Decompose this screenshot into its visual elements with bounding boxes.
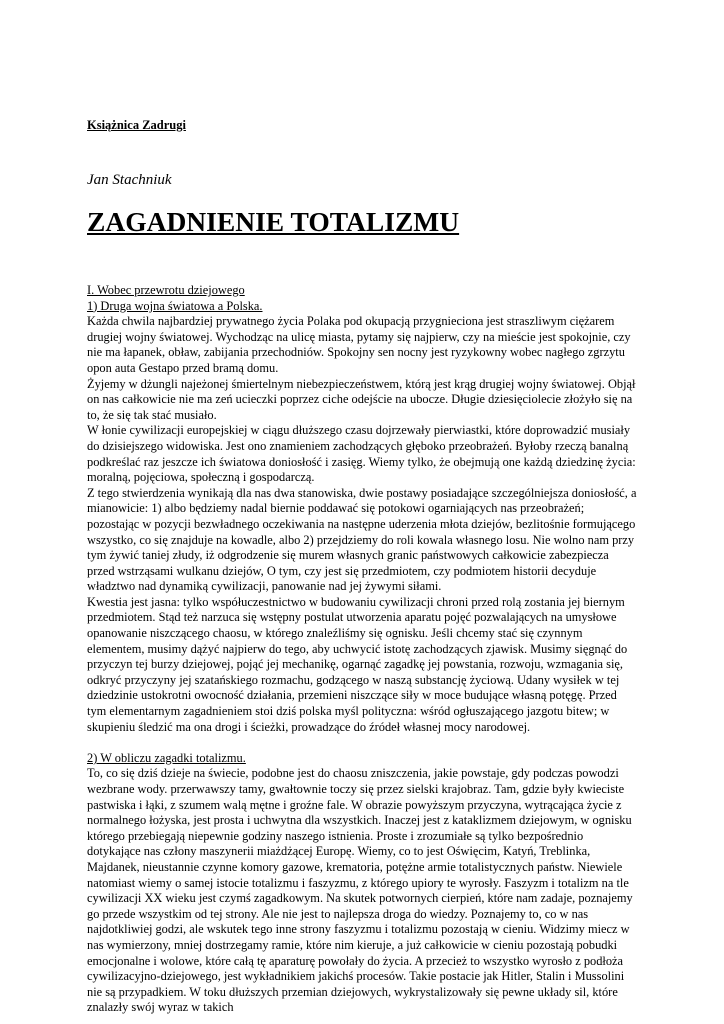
paragraph: W łonie cywilizacji europejskiej w ciągu dłuższego czasu dojrzewały pierwiastki, które doprowadzić musiały do dzisiejszego widowiska. Jest ono znamieniem zachodzących głęboko przeobrażeń. Byłoby rzeczą banalną podkreślać raz jeszcze ich światowa doniosłość i zasięg. Wiemy tylko, że obejmują one każdą dziedzinę życia: moralną, pojęciowa, społeczną i gospodarczą. [87,423,636,485]
section-gap [87,735,639,751]
document-body [87,283,639,1016]
paragraph: To, co się dziś dzieje na świecie, podobne jest do chaosu zniszczenia, jakie powstaje, gdy podczas powodzi wezbrane wody. przerwawszy tamy, gwałtownie toczy się przez sielski krajobraz. Tam, gdzie były kwieciste pastwiska i łąki, z szumem walą mętne i groźne fale. W obrazie powyższym przyczyna, wytrącająca życie z normalnego łożyska, jest prosta i uchwytna dla wszystkich. Inaczej jest z kataklizmem dziejowym, w ognisku którego przebiegają niepewnie godziny naszego istnienia. Proste i zrozumiałe są tylko bezpośrednio dotykające nas człony maszynerii miażdżącej Europę. Wiemy, co to jest Oświęcim, Katyń, Treblinka, Majdanek, nieustannie czynne komory gazowe, krematoria, potężne armie totalistycznych państw. Niewiele natomiast wiemy o samej istocie totalizmu i faszyzmu, z którego upiory te wyrosły. Faszyzm i totalizm na tle cywilizacji XX wieku jest czymś zagadkowym. Na skutek potwornych cierpień, które nam zadaje, poznajemy go przede wszystkim od tej strony. Ale nie jest to najlepsza droga do wiedzy. Poznajemy to, co w nas najdotkliwiej godzi, ale wskutek tego inne strony faszyzmu i totalizmu pozostają w cieniu. Widzimy miecz w nas wymierzony, mniej dostrzegamy ramie, które nim kieruje, a już całkowicie w cieniu pozostają pobudki emocjonalne i wolowe, które całą tę aparaturę powołały do życia. A przecież to wszystko wyrosło z podłoża cywilizacyjno-dziejowego, jest wykładnikiem jakichś procesów. Takie postacie jak Hitler, Stalin i Mussolini nie są przypadkiem. W toku dłuższych przemian dziejowych, wykrystalizowały się pewne układy sil, które znalazły swój wyraz w takich [87,766,633,1015]
part-heading: I. Wobec przewrotu dziejowego [87,283,245,297]
document-title: ZAGADNIENIE TOTALIZMU [87,206,460,237]
paragraph: Z tego stwierdzenia wynikają dla nas dwa stanowiska, dwie postawy posiadające szczególniejsza doniosłość, a mianowicie: 1) albo będziemy nadal biernie poddawać się potokowi ogarniających nas przeobrażeń; pozostając w pozycji bezwładnego oczekiwania na następne uderzenia młota dziejów, bezlitośnie formującego wszystko, co się znajduje na kowadle, albo 2) przejdziemy do roli kowala własnego losu. Nie wolno nam przy tym żywić taniej złudy, iż odgrodzenie się murem własnych granic państwowych całkowicie zabezpiecza przed wstrząsami wulkanu dziejów, O tym, czy jest się przedmiotem, czy podmiotem historii decyduje władztwo nad dynamiką cywilizacji, panowanie nad jej żywymi siłami. [87,485,637,594]
paragraph: Żyjemy w dżungli najeżonej śmiertelnym niebezpieczeństwem, którą jest krąg drugiej wojny światowej. Objął on nas całkowicie nie ma zeń ucieczki poprzez ciche odejście na ubocze. Długie dziesięciolecie złożyło się na to, że się tak stać musiało. [87,376,636,422]
author-name: Jan Stachniuk [87,172,172,188]
section-1-heading: 1) Druga wojna światowa a Polska. [87,298,263,313]
publisher-link[interactable]: Książnica Zadrugi [87,118,186,132]
paragraph: Kwestia jest jasna: tylko współuczestnictwo w budowaniu cywilizacji chroni przed rolą zostania jej biernym przedmiotem. Stąd też narzuca się wstępny postulat utworzenia aparatu pojęć pozwalających na umysłowe opanowanie niszczącego chaosu, w którego znaleźliśmy się ognisku. Jeśli chcemy stać się czynnym elementem, musimy dążyć najpierw do tego, aby uchwycić istotę zachodzących zjawisk. Musimy sięgnąć do przyczyn tej burzy dziejowej, pojąć jej mechanikę, ogarnąć zagadkę jej powstania, rozwoju, wzmagania się, odkryć przyczyny jej szatańskiego rozmachu, godzącego w naszą substancję życiową. Udany wysiłek w tej dziedzinie ustokrotni owocność działania, przemieni niszczące siły w moce budujące własną potęgę. Przed tym elementarnym zagadnieniem stoi dziś polska myśl polityczna: wśród ogłuszającego jazgotu bitew; w skupieniu śledzić ma ona drogi i ścieżki, prowadzące do źródeł własnej mocy narodowej. [87,594,628,734]
section-2-heading: 2) W obliczu zagadki totalizmu. [87,750,246,765]
paragraph: Każda chwila najbardziej prywatnego życia Polaka pod okupacją przygnieciona jest straszliwym ciężarem drugiej wojny światowej. Wychodząc na ulicę miasta, pytamy się najpierw, czy na mieście jest spokojnie, czy nie ma łapanek, obław, zabijania przechodniów. Spokojny sen nocny jest ryzykowny wobec nagłego zgrzytu opon auta Gestapo przed bramą domu. [87,314,631,375]
